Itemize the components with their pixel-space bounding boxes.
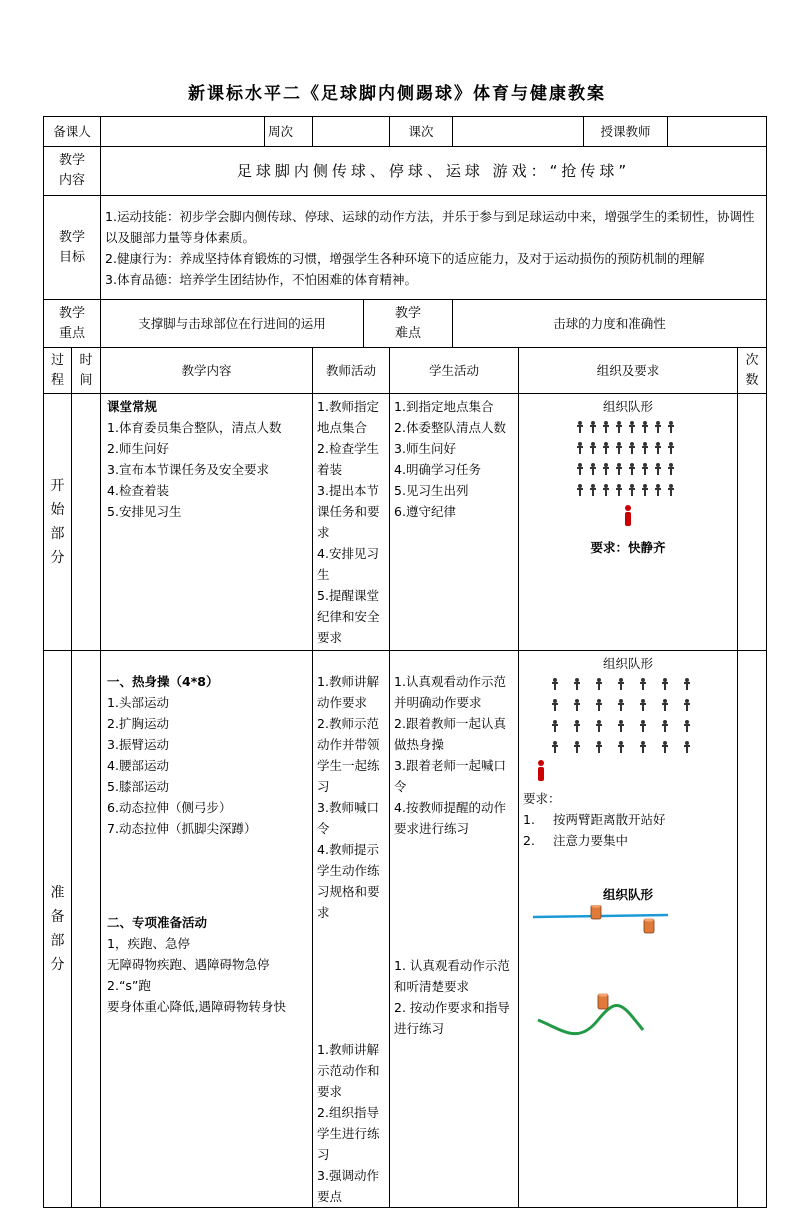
goals-list: [101, 196, 767, 300]
lesson-value: [453, 117, 584, 147]
col-teacher: 教师活动: [313, 348, 390, 394]
student-figure-icon: [589, 463, 597, 476]
content-label: 教学 内容: [44, 147, 101, 196]
student-figure-icon: [595, 741, 603, 754]
student-figure-icon: [654, 484, 662, 497]
student-figure-icon: [551, 720, 559, 733]
student-figure-icon: [573, 678, 581, 691]
student-figure-icon: [661, 678, 669, 691]
goals-row: [44, 196, 767, 300]
difficulty-label: 教学 难点: [364, 300, 453, 348]
student-figure-icon: [617, 699, 625, 712]
goals-label: 教学 目标: [44, 196, 101, 300]
student-figure-icon: [615, 421, 623, 434]
student-figure-icon: [602, 463, 610, 476]
student-figure-icon: [667, 463, 675, 476]
student-figure-icon: [654, 463, 662, 476]
goal-item: 3.体育品德：培养学生团结协作，不怕困难的体育精神。: [105, 271, 417, 287]
student-figure-icon: [551, 678, 559, 691]
student-figure-icon: [551, 699, 559, 712]
start-student: 1.到指定地点集合 2.体委整队清点人数 3.师生问好 4.明确学习任务 5.见习生出列 6.遵守纪律: [390, 394, 519, 651]
student-figure-icon: [639, 678, 647, 691]
student-figure-icon: [654, 421, 662, 434]
student-figure-icon: [654, 442, 662, 455]
student-figure-icon: [602, 484, 610, 497]
start-row: [44, 394, 767, 651]
prep-content: 一、热身操（4*8） 1.头部运动 2.扩胸运动 3.振臂运动 4.腰部运动 5.膝部运动 6.动态拉伸（侧弓步） 7.动态拉伸（抓脚尖深蹲） 二、专项准备活动 1，疾跑、急停 无障碍物疾跑、遇障碍物急停 2.“s”跑 要身体重心降低,遇障碍物转身快: [101, 651, 313, 1208]
prep-teacher: 1.教师讲解动作要求 2.教师示范动作并带领学生一起练习 3.教师喊口令 4.教师提示学生动作练习规格和要求 1.教师讲解示范动作和要求 2.组织指导学生进行练习 3.强调动作要点: [313, 651, 390, 1208]
focus-row: [44, 300, 767, 348]
lesson-label: 课次: [390, 117, 453, 147]
special-org-title: 组织队形: [603, 887, 654, 902]
prep-phase: 准 备 部 分: [44, 651, 72, 1208]
student-figure-icon: [617, 678, 625, 691]
student-figure-icon: [639, 720, 647, 733]
lesson-plan-table: [43, 116, 767, 1208]
drill-diagram: [523, 905, 673, 1055]
page-title: 新课标水平二《足球脚内侧踢球》体育与健康教案: [188, 84, 606, 104]
col-org: 组织及要求: [519, 348, 738, 394]
student-figure-icon: [617, 741, 625, 754]
student-figure-icon: [667, 421, 675, 434]
student-figure-icon: [573, 720, 581, 733]
goal-item: 2.健康行为：养成坚持体育锻炼的习惯，增强学生各种环境下的适应能力，及对于运动损伤的预防机制的理解: [105, 250, 705, 266]
cone-icon: [591, 905, 601, 919]
prep-org: [519, 651, 738, 1208]
prep-org-title: 组织队形: [603, 656, 654, 671]
student-figure-icon: [573, 741, 581, 754]
col-time: 时 间: [72, 348, 101, 394]
difficulty-text: 击球的力度和准确性: [453, 300, 767, 348]
prep-student: 1.认真观看动作示范并明确动作要求 2.跟着教师一起认真做热身操 3.跟着老师一起喊口令 4.按教师提醒的动作要求进行练习 1. 认真观看动作示范和听清楚要求 2. 按动作要求和指导进行练习: [390, 651, 519, 1208]
col-count: 次 数: [738, 348, 767, 394]
student-figure-icon: [615, 484, 623, 497]
start-content: 课堂常规 1.体育委员集合整队，清点人数 2.师生问好 3.宣布本节课任务及安全要求 4.检查着装 5.安排见习生: [101, 394, 313, 651]
cone-icon: [598, 993, 608, 1009]
preparer-value: [101, 117, 265, 147]
student-figure-icon: [602, 442, 610, 455]
student-figure-icon: [661, 699, 669, 712]
student-figure-icon: [576, 484, 584, 497]
student-figure-icon: [683, 720, 691, 733]
focus-label: 教学 重点: [44, 300, 101, 348]
student-figure-icon: [589, 484, 597, 497]
content-row: [44, 147, 767, 196]
teacher-figure-icon: [535, 760, 547, 782]
content-text: 足球脚内侧传球、停球、运球 游戏：“抢传球”: [101, 147, 767, 196]
student-figure-icon: [683, 699, 691, 712]
student-figure-icon: [628, 421, 636, 434]
student-figure-icon: [551, 741, 559, 754]
prep-require-item: 2. 注意力要集中: [523, 833, 629, 848]
student-figure-icon: [576, 463, 584, 476]
teacher-label: 授课教师: [584, 117, 668, 147]
goal-item: 1.运动技能：初步学会脚内侧传球、停球、运球的动作方法，并乐于参与到足球运动中来，增强学生的柔韧性，协调性以及腿部力量等身体素质。: [105, 208, 755, 245]
student-figure-icon: [641, 421, 649, 434]
start-org-title: 组织队形: [603, 399, 654, 414]
student-figure-icon: [641, 463, 649, 476]
student-figure-icon: [615, 442, 623, 455]
prep-count: [738, 651, 767, 1208]
student-figure-icon: [683, 678, 691, 691]
student-figure-icon: [617, 720, 625, 733]
formation-grid: [522, 421, 734, 497]
student-figure-icon: [641, 484, 649, 497]
column-header-row: [44, 348, 767, 394]
student-figure-icon: [589, 442, 597, 455]
cone-icon: [644, 918, 654, 933]
preparer-label: 备课人: [44, 117, 101, 147]
start-org: [519, 394, 738, 651]
header-row: [44, 117, 767, 147]
student-figure-icon: [667, 484, 675, 497]
week-value: [313, 117, 390, 147]
prep-require-item: 1. 按两臂距离散开站好: [523, 812, 666, 827]
start-time: [72, 394, 101, 651]
start-org-require: 要求：快静齐: [590, 540, 666, 555]
student-figure-icon: [661, 720, 669, 733]
prep-time: [72, 651, 101, 1208]
student-figure-icon: [628, 463, 636, 476]
student-figure-icon: [683, 741, 691, 754]
warmup-formation-grid: [523, 678, 733, 754]
focus-text: 支撑脚与击球部位在行进间的运用: [101, 300, 364, 348]
student-figure-icon: [573, 699, 581, 712]
student-figure-icon: [628, 484, 636, 497]
start-phase: 开 始 部 分: [44, 394, 72, 651]
student-figure-icon: [595, 699, 603, 712]
student-figure-icon: [595, 720, 603, 733]
col-content: 教学内容: [101, 348, 313, 394]
prep-row: [44, 651, 767, 1208]
teacher-figure-icon: [622, 505, 634, 527]
col-student: 学生活动: [390, 348, 519, 394]
student-figure-icon: [639, 741, 647, 754]
teacher-value: [668, 117, 767, 147]
student-figure-icon: [576, 442, 584, 455]
s-curve-track: [538, 1006, 643, 1034]
start-teacher: 1.教师指定地点集合 2.检查学生着装 3.提出本节课任务和要求 4.安排见习生 5.提醒课堂纪律和安全要求: [313, 394, 390, 651]
week-label: 周次: [265, 117, 313, 147]
student-figure-icon: [576, 421, 584, 434]
student-figure-icon: [641, 442, 649, 455]
student-figure-icon: [628, 442, 636, 455]
student-figure-icon: [661, 741, 669, 754]
start-count: [738, 394, 767, 651]
student-figure-icon: [602, 421, 610, 434]
student-figure-icon: [615, 463, 623, 476]
student-figure-icon: [589, 421, 597, 434]
student-figure-icon: [595, 678, 603, 691]
student-figure-icon: [667, 442, 675, 455]
col-process: 过 程: [44, 348, 72, 394]
prep-require-label: 要求：: [523, 791, 561, 806]
student-figure-icon: [639, 699, 647, 712]
